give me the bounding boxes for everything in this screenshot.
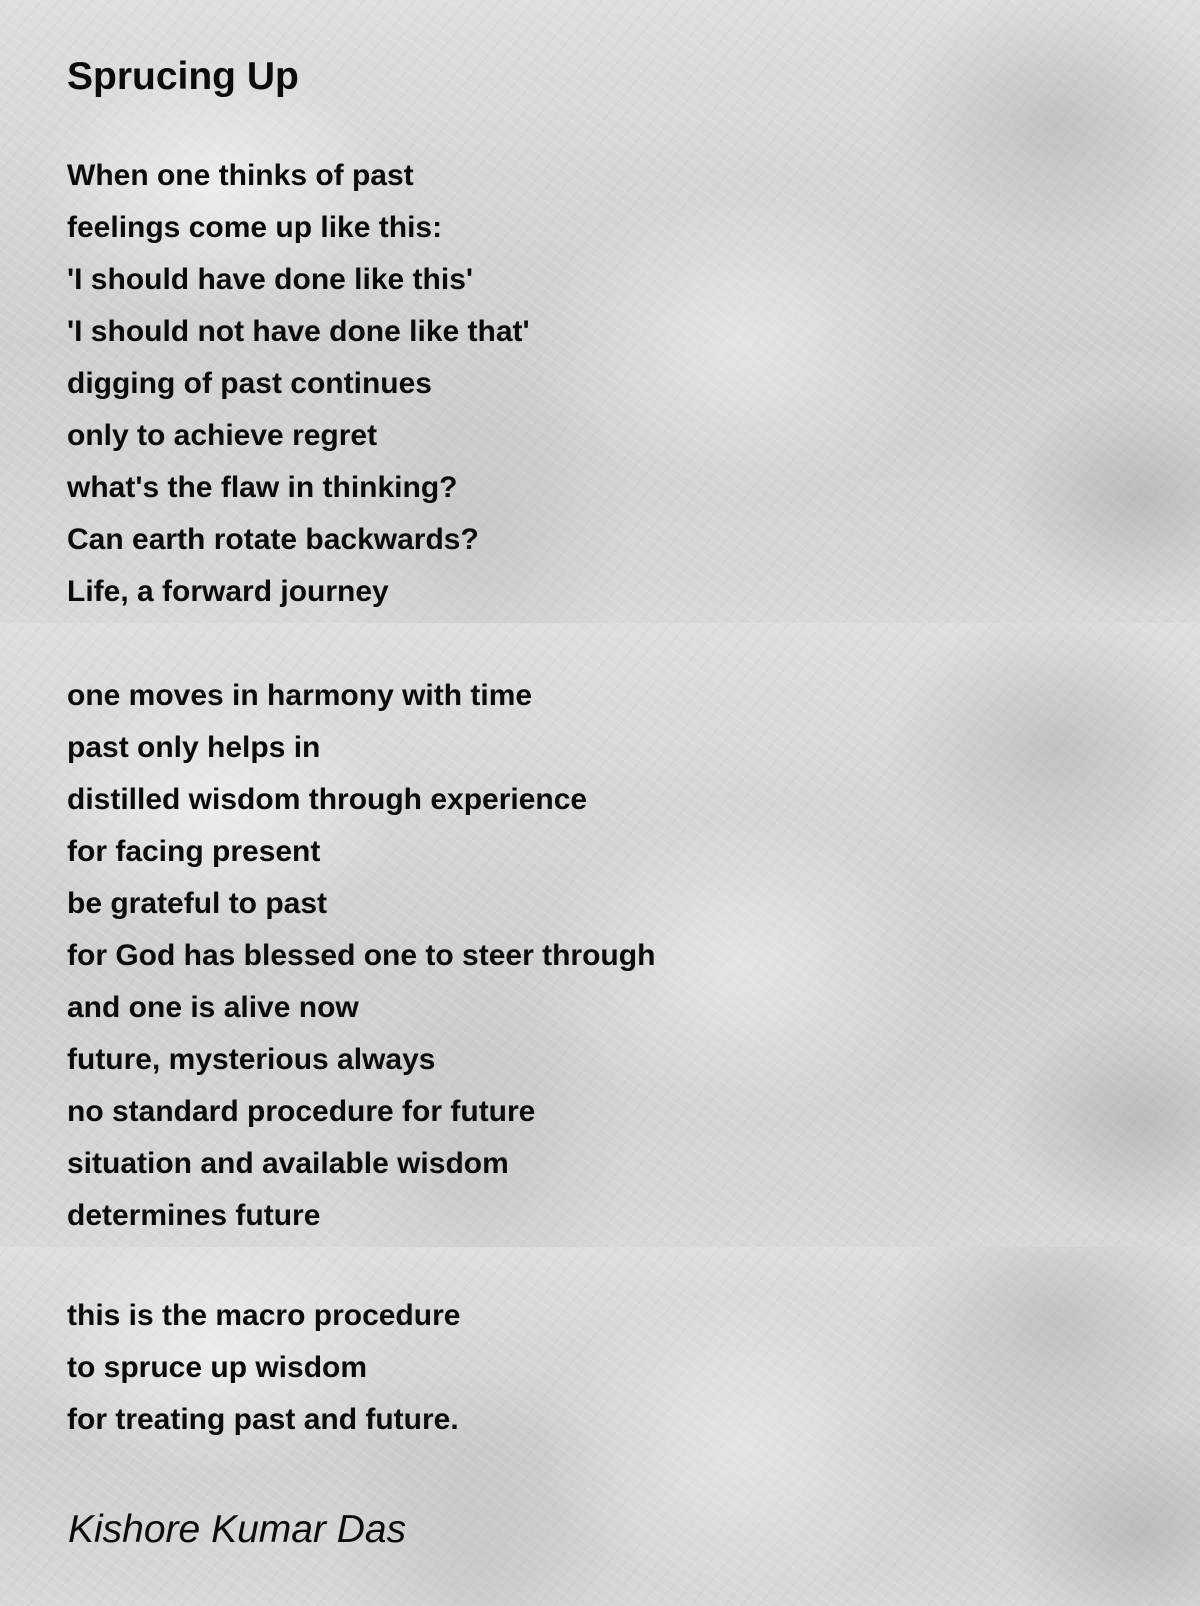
- poem-line: Life, a forward journey: [67, 575, 389, 608]
- poem-line: When one thinks of past: [67, 159, 414, 192]
- stanza-3: [67, 1290, 460, 1446]
- poem-line: digging of past continues: [67, 367, 432, 400]
- poem-line: one moves in harmony with time: [67, 679, 533, 712]
- poem-line: this is the macro procedure: [67, 1299, 461, 1332]
- poem-line: 'I should have done like this': [67, 263, 474, 296]
- poem-line: feelings come up like this:: [67, 211, 443, 244]
- poem-line: no standard procedure for future: [67, 1095, 536, 1128]
- poem-line: only to achieve regret: [67, 419, 378, 452]
- poem-line: for facing present: [67, 835, 321, 868]
- poem-line: determines future: [67, 1199, 321, 1232]
- poem-line: past only helps in: [67, 731, 321, 764]
- poem-line: 'I should not have done like that': [67, 315, 530, 348]
- poem-line: situation and available wisdom: [67, 1147, 509, 1180]
- poem-line: what's the flaw in thinking?: [67, 471, 458, 504]
- poem-author: Kishore Kumar Das: [68, 1508, 407, 1551]
- stanza-1: [67, 150, 530, 618]
- poem-line: and one is alive now: [67, 991, 359, 1024]
- poem-line: for treating past and future.: [67, 1403, 459, 1436]
- poem-line: future, mysterious always: [67, 1043, 436, 1076]
- poem-line: be grateful to past: [67, 887, 328, 920]
- poem-line: for God has blessed one to steer through: [67, 939, 656, 972]
- poem-line: Can earth rotate backwards?: [67, 523, 479, 556]
- poem-title: Sprucing Up: [67, 55, 299, 98]
- poem-line: to spruce up wisdom: [67, 1351, 368, 1384]
- poem-line: distilled wisdom through experience: [67, 783, 588, 816]
- stanza-2: [67, 670, 655, 1242]
